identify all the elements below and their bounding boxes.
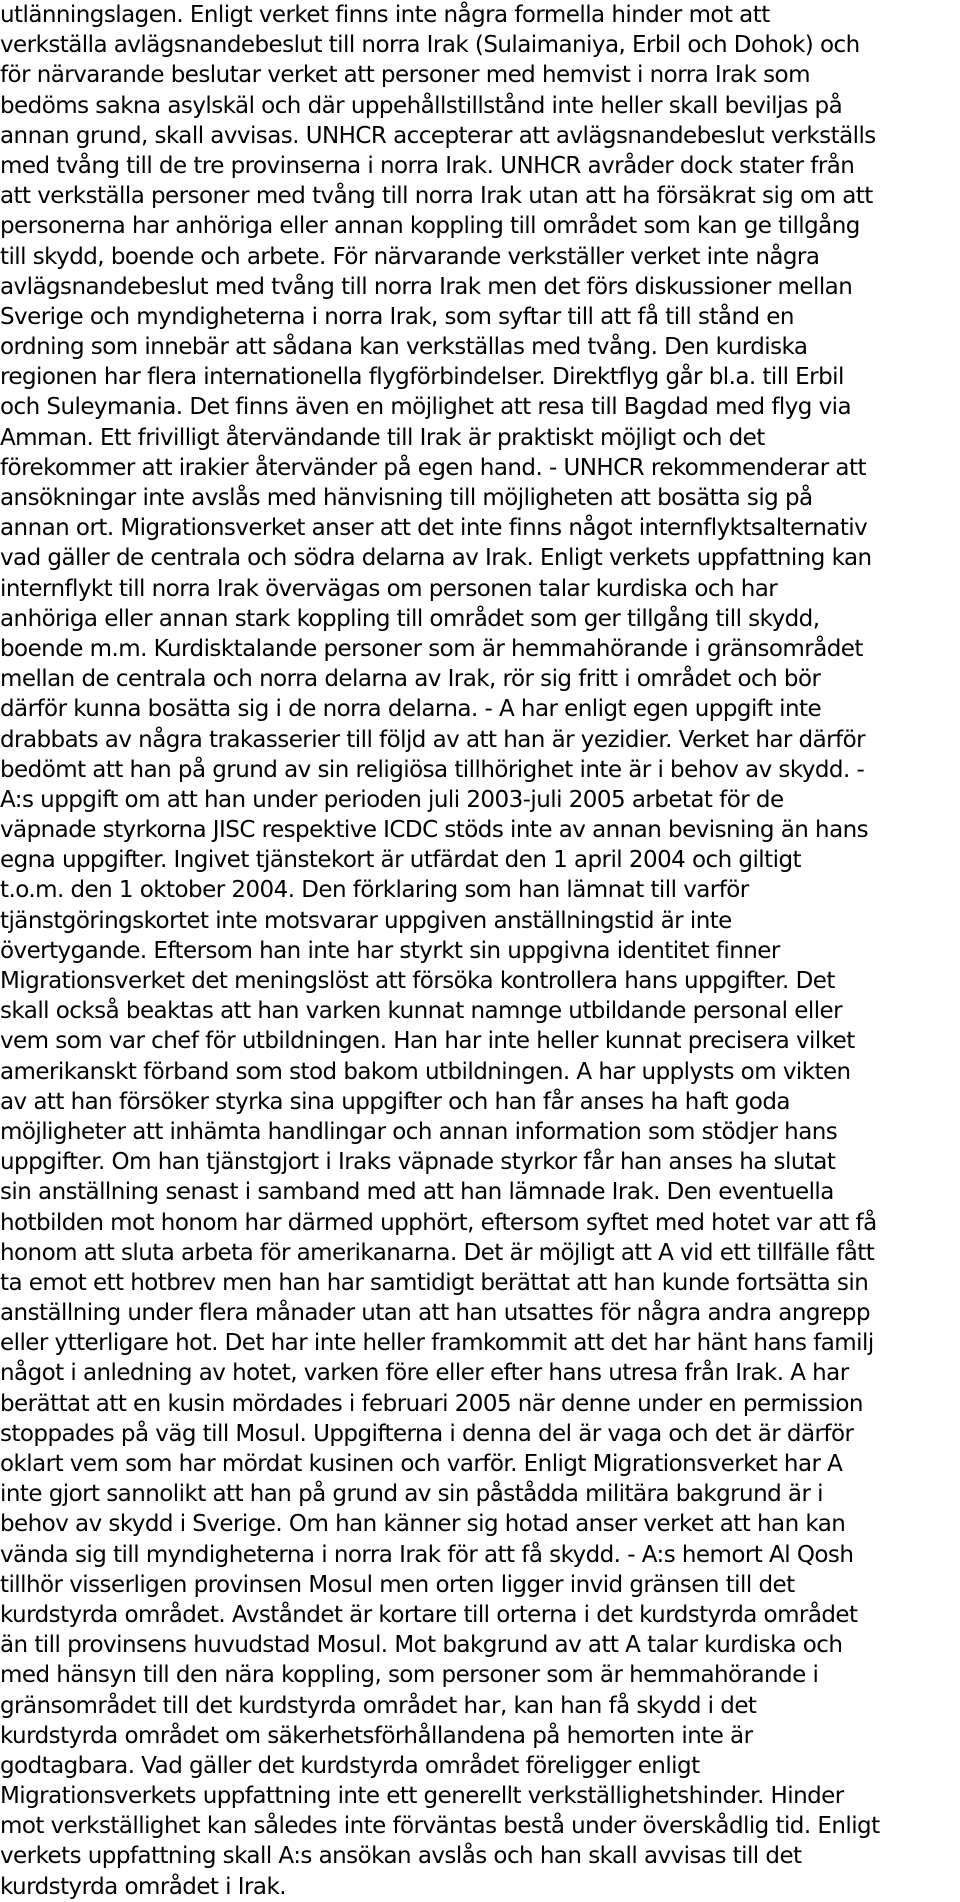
- text-line: sin anställning senast i samband med att han lämnade Irak. Den eventuella: [0, 1179, 834, 1206]
- text-line: regionen har flera internationella flygförbindelser. Direktflyg går bl.a. till Erbil: [0, 364, 844, 391]
- text-line: annan grund, skall avvisas. UNHCR accepterar att avlägsnandebeslut verkställs: [0, 122, 876, 149]
- text-line: kurdstyrda området om säkerhetsförhållandena på hemorten inte är: [0, 1722, 753, 1749]
- text-line: ta emot ett hotbrev men han har samtidigt berättat att han kunde fortsätta sin: [0, 1269, 869, 1296]
- text-line: annan ort. Migrationsverket anser att det inte finns något internflyktsalternativ: [0, 515, 868, 542]
- text-line: väpnade styrkorna JISC respektive ICDC stöds inte av annan bevisning än hans: [0, 817, 869, 844]
- text-line: Sverige och myndigheterna i norra Irak, som syftar till att få till stånd en: [0, 303, 794, 330]
- text-line: stoppades på väg till Mosul. Uppgifterna i denna del är vaga och det är därför: [0, 1420, 854, 1447]
- text-line: med hänsyn till den nära koppling, som personer som är hemmahörande i: [0, 1662, 819, 1689]
- text-line: verkets uppfattning skall A:s ansökan avslås och han skall avvisas till det: [0, 1843, 802, 1870]
- text-line: möjligheter att inhämta handlingar och annan information som stödjer hans: [0, 1118, 838, 1145]
- text-line: berättat att en kusin mördades i februari 2005 när denne under en permission: [0, 1390, 863, 1417]
- text-line: boende m.m. Kurdisktalande personer som är hemmahörande i gränsområdet: [0, 635, 863, 662]
- text-line: hotbilden mot honom har därmed upphört, eftersom syftet med hotet var att få: [0, 1209, 877, 1236]
- text-line: utlänningslagen. Enligt verket finns inte några formella hinder mot att: [0, 2, 770, 28]
- text-line: egna uppgifter. Ingivet tjänstekort är utfärdat den 1 april 2004 och giltigt: [0, 847, 801, 874]
- text-line: ansökningar inte avslås med hänvisning till möjligheten att bosätta sig på: [0, 485, 813, 511]
- text-line: amerikanskt förband som stod bakom utbildningen. A har upplysts om vikten: [0, 1058, 851, 1085]
- text-line: till skydd, boende och arbete. För närvarande verkställer verket inte några: [0, 243, 820, 270]
- text-line: inte gjort sannolikt att han på grund av sin påstådda militära bakgrund är i: [0, 1481, 823, 1508]
- text-line: internflykt till norra Irak övervägas om personen talar kurdiska och har: [0, 575, 778, 602]
- text-line: skall också beaktas att han varken kunnat namnge utbildande personal eller: [0, 998, 843, 1025]
- text-line: tillhör visserligen provinsen Mosul men orten ligger invid gränsen till det: [0, 1571, 795, 1598]
- text-line: vem som var chef för utbildningen. Han har inte heller kunnat precisera vilket: [0, 1028, 855, 1055]
- text-line: avlägsnandebeslut med tvång till norra Irak men det förs diskussioner mellan: [0, 273, 853, 300]
- text-line: mellan de centrala och norra delarna av Irak, rör sig fritt i området och bör: [0, 666, 821, 693]
- text-line: kurdstyrda området i Irak.: [0, 1873, 286, 1900]
- text-line: bedömt att han på grund av sin religiösa tillhörighet inte är i behov av skydd. -: [0, 756, 865, 783]
- text-line: att verkställa personer med tvång till norra Irak utan att ha försäkrat sig om att: [0, 183, 873, 210]
- text-line: något i anledning av hotet, varken före eller efter hans utresa från Irak. A har: [0, 1360, 849, 1387]
- text-line: med tvång till de tre provinserna i norra Irak. UNHCR avråder dock stater från: [0, 152, 855, 179]
- text-line: A:s uppgift om att han under perioden juli 2003-juli 2005 arbetat för de: [0, 786, 784, 813]
- text-line: förekommer att irakier återvänder på egen hand. - UNHCR rekommenderar att: [0, 454, 866, 481]
- text-line: Migrationsverkets uppfattning inte ett generellt verkställighetshinder. Hinder: [0, 1783, 844, 1810]
- text-line: behov av skydd i Sverige. Om han känner sig hotad anser verket att han kan: [0, 1511, 846, 1538]
- text-line: t.o.m. den 1 oktober 2004. Den förklaring som han lämnat till varför: [0, 877, 749, 904]
- text-line: än till provinsens huvudstad Mosul. Mot bakgrund av att A talar kurdiska och: [0, 1632, 843, 1659]
- text-line: och Suleymania. Det finns även en möjlighet att resa till Bagdad med flyg via: [0, 394, 852, 421]
- text-line: honom att sluta arbeta för amerikanarna. Det är möjligt att A vid ett tillfälle fått: [0, 1239, 875, 1266]
- text-line: Amman. Ett frivilligt återvändande till Irak är praktiskt möjligt och det: [0, 424, 765, 451]
- text-line: uppgifter. Om han tjänstgjort i Iraks väpnade styrkor får han anses ha slutat: [0, 1149, 836, 1176]
- text-line: övertygande. Eftersom han inte har styrkt sin uppgivna identitet finner: [0, 937, 780, 964]
- text-line: oklart vem som har mördat kusinen och varför. Enligt Migrationsverket har A: [0, 1451, 843, 1477]
- text-line: vad gäller de centrala och södra delarna av Irak. Enligt verkets uppfattning kan: [0, 545, 872, 572]
- text-line: drabbats av några trakasserier till följd av att han är yezidier. Verket har därför: [0, 726, 866, 753]
- text-line: anställning under flera månader utan att han utsattes för några andra angrepp: [0, 1300, 871, 1327]
- text-line: gränsområdet till det kurdstyrda området har, kan han få skydd i det: [0, 1692, 757, 1719]
- text-line: kurdstyrda området. Avståndet är kortare till orterna i det kurdstyrda området: [0, 1601, 858, 1628]
- text-line: godtagbara. Vad gäller det kurdstyrda området föreligger enligt: [0, 1752, 700, 1779]
- text-line: av att han försöker styrka sina uppgifter och han får anses ha haft goda: [0, 1088, 790, 1115]
- text-line: personerna har anhöriga eller annan koppling till området som kan ge tillgång: [0, 213, 860, 240]
- text-line: eller ytterligare hot. Det har inte heller framkommit att det har hänt hans familj: [0, 1330, 874, 1357]
- text-line: bedöms sakna asylskäl och där uppehållstillstånd inte heller skall beviljas på: [0, 92, 843, 119]
- text-line: mot verkställighet kan således inte förväntas bestå under överskådlig tid. Enligt: [0, 1813, 880, 1840]
- text-line: verkställa avlägsnandebeslut till norra Irak (Sulaimaniya, Erbil och Dohok) och: [0, 32, 860, 59]
- text-line: ordning som innebär att sådana kan verkställas med tvång. Den kurdiska: [0, 334, 808, 361]
- text-line: vända sig till myndigheterna i norra Irak för att få skydd. - A:s hemort Al Qosh: [0, 1541, 854, 1568]
- text-line: för närvarande beslutar verket att personer med hemvist i norra Irak som: [0, 62, 810, 89]
- text-line: därför kunna bosätta sig i de norra delarna. - A har enligt egen uppgift inte: [0, 696, 822, 723]
- text-line: tjänstgöringskortet inte motsvarar uppgiven anställningstid är inte: [0, 907, 732, 934]
- text-line: anhöriga eller annan stark koppling till området som ger tillgång till skydd,: [0, 605, 820, 632]
- text-line: Migrationsverket det meningslöst att försöka kontrollera hans uppgifter. Det: [0, 968, 835, 994]
